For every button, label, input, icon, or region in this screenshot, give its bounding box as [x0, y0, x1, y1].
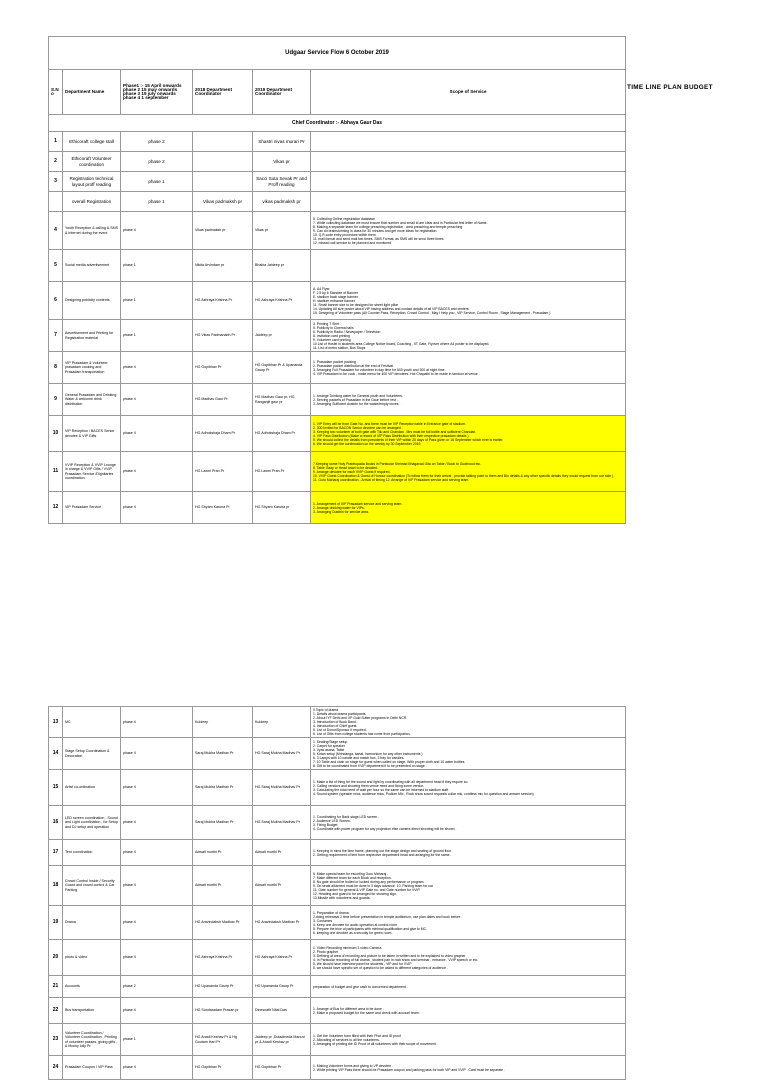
table-row	[49, 172, 626, 192]
table-row	[49, 906, 626, 940]
table-row	[49, 320, 626, 352]
scope-of-service: 1. Make a list of thing for the sound and light by coordinating with all department head if they require so. 2. Calling vendors and showing them venue need and fixing some vendor. 3. Calculating the total need of watt per hour so the same can be informed to stadium staff. 4. Sound system (speaker mics, audience mics, Podium Mic , Rock show sound requests collar mic, cordless mic for question and answer session)	[311, 770, 626, 806]
phase: phase 4	[121, 212, 193, 250]
row-number: 21	[49, 976, 63, 998]
department-name: MC	[63, 707, 121, 738]
department-name: VIP Prasadam Service	[63, 492, 121, 524]
department-name: VVIP Reception & VVIP Lounge in charge & VVIP Gifts / VVIP Prasadam Service /Dignitaries coordination	[63, 452, 121, 492]
coordinator-2018: HG Shyam Karuna Pr	[193, 492, 253, 524]
coordinator-2019: HG Shyam Karuna pr	[253, 492, 311, 524]
row-number: 3	[49, 172, 63, 192]
department-name: Social media advertisement	[63, 250, 121, 282]
coordinator-2018: Adwait murthi Pr	[193, 840, 253, 866]
coordinator-2019: Vikas pr	[253, 152, 311, 172]
department-name: Stage Setup Coordination & Decoration	[63, 738, 121, 770]
phase: phase 1	[121, 282, 193, 320]
phase: phase 1	[121, 320, 193, 352]
row-number: 12	[49, 492, 63, 524]
coordinator-2018: Adwait murthi Pr	[193, 866, 253, 906]
scope-of-service	[311, 132, 626, 152]
department-name: photo & video	[63, 940, 121, 976]
row-number: 18	[49, 866, 63, 906]
coordinator-2019: HG Aravindaksh Madhav Pr	[253, 906, 311, 940]
department-name: Designing publicity contents	[63, 282, 121, 320]
table-row	[49, 806, 626, 840]
phase: phase 1	[121, 192, 193, 212]
table-row	[49, 282, 626, 320]
scope-of-service: 1. VIP Entry will be from Gate No. and there must be VIP Reception table in Entrance gate of stadium. 2. 300 Invited for BACON Senior devotee can be arranged . 3. Keeping two volunteer at both gate with Tilu and Chandan . Mrs must be full bottle and sufficient Chandan. 4. VIP Pass Distribution (Make a record of VIP Pass Distribution with their respective prasadam details ) 5. We should collect the details from presidents of their VIP within 20 days of Pass given or 16 September which ever is earlier. 6. We should get the confirmation on the weekly by 30 September 2019.	[311, 416, 626, 452]
row-number: 17	[49, 840, 63, 866]
phase: phase 4	[121, 738, 193, 770]
scope-of-service: 1. Making Volunteer forms and giving to VP devotee . 2. While printing VIP Pass there should be Prasadam coupon and parking pass for both VIP and VVIP . Card must be separate .	[311, 1056, 626, 1080]
table-row	[49, 452, 626, 492]
table-row	[49, 940, 626, 976]
phase: phase 1	[121, 1024, 193, 1056]
coordinator-2018: HG Anadi Keshav Pr & Hg Goutam Hari Pr	[193, 1024, 253, 1056]
row-number: 9	[49, 384, 63, 416]
phase: phase 4	[121, 998, 193, 1024]
table-row	[49, 1024, 626, 1056]
phase: phase 2	[121, 152, 193, 172]
scope-of-service	[311, 192, 626, 212]
department-name: General Prasadam and Drinking Water & welcome drink distribution	[63, 384, 121, 416]
phase: phase 4	[121, 770, 193, 806]
row-number: 15	[49, 770, 63, 806]
table-row	[49, 416, 626, 452]
scope-of-service: 7.Keeping some Holy Prabhupada Books in Particular Shrimad Bhagavad Gita on Table / Book to Gudthood etc. 8. Table Gaay or Head towel to be decided. 9. Arrange devotee for each VVIP Guest if required . 10. VVIP Guest Coordination & Guest of Honour coordination (To follow them for their arrival , provide talking point to them and Bio details & any other specific details they would request from our side ) 11. Guru Maharaj coordination - Arrival of timing 12. Arrange of VIP Prasadam service and serving team	[311, 452, 626, 492]
coordinator-2018: HG Upananda Gaurp Pr	[193, 976, 253, 998]
coordinator-2018: HG Adhokshaja Dham Pr	[193, 416, 253, 452]
table-row	[49, 738, 626, 770]
scope-of-service: 5. Collecting Online registration database 7. While collecting database we must ensure that number and email id are clear and in Particular first letter of Name. 8. Making a separate team for college preaching registration , area preaching and temple preaching 9. Can do brainstorming in class for 30 minutes and get more ideas for registration. 10. Q.R code entry procedure within them 11. mail format and send mail two times. SMS Format, as SMS will be send three times 12. missed call service to be planned and monitored	[311, 212, 626, 250]
row-number: 11	[49, 452, 63, 492]
phase: phase 4	[121, 416, 193, 452]
header-phase: Phase1 :- 15 April onwards phase 2 15 may onwards phase 3 15 july onwards phase 4 1 september	[121, 70, 193, 115]
table-row	[49, 212, 626, 250]
row-number: 20	[49, 940, 63, 976]
table-row	[49, 152, 626, 172]
phase: phase 1	[121, 250, 193, 282]
coordinator-2018: Saraj Mukha Madhav Pr	[193, 738, 253, 770]
row-number: 7	[49, 320, 63, 352]
coordinator-2019: HG Ashraya Krishna Pr	[253, 940, 311, 976]
coordinator-2019: vikas padmaksh pr	[253, 192, 311, 212]
phase: phase 4	[121, 707, 193, 738]
sheet-title: Udgaar Service Flow 6 October 2019	[49, 37, 626, 70]
coordinator-2018: Kuldeep	[193, 707, 253, 738]
department-name: overall Registration	[63, 192, 121, 212]
coordinator-2018: Vikas padmaksh pr	[193, 192, 253, 212]
scope-of-service: 1. Seating/Stage setup 2. Carpet for speaker 3. Vyas asana, Table 5. Kirtan setup (Mrindanga, kartal, harmonium for any other instruments ) 6. 3 Lamps with 10 candle and match box, 3 tray for candles. 7. 10 Table and chair on stage for guest when called on stage. With proper cloth and 10 water bottles. 8. Gift to be coordinated from VVIP department if to be presented on stage .	[311, 738, 626, 770]
table-row	[49, 352, 626, 384]
header-sno: S.No	[49, 70, 63, 115]
coordinator-2018: HG Gopibhav Pr	[193, 1056, 253, 1080]
coordinator-2019: Bhakta Jaideep pr	[253, 250, 311, 282]
table-row	[49, 998, 626, 1024]
scope-of-service: 1. Preparation of drama. 2.doing rehearsal 2 time before presentation in temple auditorium, use plan dates and book before . 3. Costumes 4. Keep one devotee for audio operation at control room 5. Prepare the trice of participants with minimal qualification and give to MC. 6. keeping one devotee as a security for green room .	[311, 906, 626, 940]
scope-of-service: 1. Arrange of Bus for different area to be done . 2. Make a proposed budget for the same and check with account team.	[311, 998, 626, 1024]
table-row	[49, 770, 626, 806]
row-number: 5	[49, 250, 63, 282]
coordinator-2019: Adwait murthi Pr	[253, 840, 311, 866]
scope-of-service	[311, 152, 626, 172]
scope-of-service: 1. Get the Volunteer form filled with their Phot and ID proof 2. Allocating of services to all the volunteers. 3. Arranging of printing the ID Proof of all volunteers with their scope of movement .	[311, 1024, 626, 1056]
table-row	[49, 840, 626, 866]
coordinator-2019: Sacci Suta Sevak Pr and Proff reading	[253, 172, 311, 192]
row-number: 2	[49, 152, 63, 172]
coordinator-2019: Dinesnath Nitai Das	[253, 998, 311, 1024]
department-name: Tent coordination	[63, 840, 121, 866]
department-name: Registration technical layout proff reading	[63, 172, 121, 192]
coordinator-2019: HG Ashraya Krishna Pr	[253, 282, 311, 320]
table-row	[49, 492, 626, 524]
coordinator-2019: Adwait murthi Pr	[253, 866, 311, 906]
row-number: 16	[49, 806, 63, 840]
department-name: Advertisement and Printing for Registration material	[63, 320, 121, 352]
coordinator-2019: Kuldeep	[253, 707, 311, 738]
coordinator-2019: HG Saraj Mukha Madhav Pr	[253, 806, 311, 840]
department-name: Ethicoraft college stall	[63, 132, 121, 152]
table-row	[49, 384, 626, 416]
table-row	[49, 250, 626, 282]
row-number: 22	[49, 998, 63, 1024]
phase: phase 4	[121, 1056, 193, 1080]
scope-of-service: 0.Topic of drama 1. Details about drama participants. 2. About IYF Delhi and VP Gold Sutter programs in Delhi NCR. 3. Introduction of Book Band. 4. Introduction of Chief guest. 5. List of Donor/Sponsor if required. 6. List of Gifts from college students has come from participation.	[311, 707, 626, 738]
table-row	[49, 976, 626, 998]
phase: phase 2	[121, 132, 193, 152]
phase: phase 2	[121, 976, 193, 998]
coordinator-2018: HG Ashraya Krishna Pr	[193, 940, 253, 976]
coordinator-2018	[193, 152, 253, 172]
coordinator-2019: Vikas pr	[253, 212, 311, 250]
scope-of-service: 1. Keeping in mind the time frame, planning out the stage design and seating of ground floor. 2. Getting requirement of tent from respective department head and arranging for the same.	[311, 840, 626, 866]
department-name: Prasadam Coupon / VIP Pass	[63, 1056, 121, 1080]
row-number: 23	[49, 1024, 63, 1056]
phase: phase 4	[121, 940, 193, 976]
department-name: Accounts	[63, 976, 121, 998]
department-name: VIP Prasadam & Volunteer prasadam cooking and Prasadam transportation	[63, 352, 121, 384]
phase: phase 4	[121, 452, 193, 492]
coordinator-2018: Nikita Arvindam pr	[193, 250, 253, 282]
coordinator-2019: HG Saraj Mukha Madhav Pr	[253, 738, 311, 770]
service-flow-table	[48, 36, 626, 524]
row-number: 4	[49, 212, 63, 250]
coordinator-2018: Saraj Mukha Madhav Pr	[193, 770, 253, 806]
coordinator-2018: HG Gopibhav Pr	[193, 352, 253, 384]
coordinator-2018: Saraj Mukha Madhav Pr	[193, 806, 253, 840]
row-number: 24	[49, 1056, 63, 1080]
row-number: 10	[49, 416, 63, 452]
phase: phase 4	[121, 866, 193, 906]
coordinator-2018: HG Aravindaksh Madhav Pr	[193, 906, 253, 940]
header-scope: Scope of Service	[311, 70, 626, 115]
scope-of-service: 1. Arrange Drinking water for General youth and Volunteers. 2. Serving packets of Prasadam in the Gaur before rest . 3. Arranging Sufficient dustbin for the waste/empty boxes .	[311, 384, 626, 416]
department-name: Crowd Control Inside / Security Guard and crowd control & Car Parking	[63, 866, 121, 906]
phase: phase 4	[121, 352, 193, 384]
row-number: 14	[49, 738, 63, 770]
scope-of-service	[311, 172, 626, 192]
department-name: Youth Reception & calling & SMS & Internet during the event	[63, 212, 121, 250]
coordinator-2019: HG Upananda Gaurp Pr	[253, 976, 311, 998]
coordinator-2018: HG Laxmi Pran Pr	[193, 452, 253, 492]
department-name: Drama	[63, 906, 121, 940]
coordinator-2018: HG Sundaradam Prasan pr	[193, 998, 253, 1024]
coordinator-2018: HG Madhav Gaur Pr	[193, 384, 253, 416]
department-name: LED screen coordination , Sound and Light coordination , for Setup and DJ setup and operation	[63, 806, 121, 840]
coordinator-2019: Shastri nivas murari Pr	[253, 132, 311, 152]
scope-of-service: preparation of budget and give cash to concerned department .	[311, 976, 626, 998]
phase: phase 4	[121, 906, 193, 940]
header-2018-coordinator: 2018 Department Coordinator	[193, 70, 253, 115]
row-number: 6	[49, 282, 63, 320]
phase: phase 4	[121, 840, 193, 866]
department-name: VIP Reception / BACES Senior devotee & VIP Gifts	[63, 416, 121, 452]
coordinator-2018: HG Ashraya Krishna Pr	[193, 282, 253, 320]
row-number: 8	[49, 352, 63, 384]
row-number: 1	[49, 132, 63, 152]
phase: phase 4	[121, 492, 193, 524]
scope-of-service: 1. Video Recording minimum 3 video Camera 2. Photo grapher 3. Defining of area of recording and picture to be taken in written and to be explained to video grapher 4. In Particular recording of full drama , student pair in rock show and seminar , entrance , VVIP speech or etc. 5. We should have interview panel for students , VIP and for VVIP 6. we should have specific set of question to be asked to different categories of audience .	[311, 940, 626, 976]
table-row	[49, 866, 626, 906]
header-department: Department Name	[63, 70, 121, 115]
header-2019-coordinator: 2019 Department Coordinator	[253, 70, 311, 115]
department-name: Ethicoraft Volunteer coordination	[63, 152, 121, 172]
coordinator-2019: Jaideep pr ,Dutadmeda Manuvi pr & Anadi Keshav pr	[253, 1024, 311, 1056]
coordinator-2019: HG Gopibhav Pr & Upananda Gaurp Pr	[253, 352, 311, 384]
table-row	[49, 1056, 626, 1080]
coordinator-2018	[193, 132, 253, 152]
coordinator-2019: HG Adhokshaja Dham Pr	[253, 416, 311, 452]
coordinator-2019: HG Saraj Mukha Madhav Pr	[253, 770, 311, 806]
phase: phase 4	[121, 806, 193, 840]
row-number: 19	[49, 906, 63, 940]
scope-of-service: 1. Coordinating for Back stage LED screen . 2. Audience LED Screen. 3. Fixing Budget 4. Coordinate with power program for any projection else camera direct shooting will be shown .	[311, 806, 626, 840]
scope-of-service: 1. Arrangement of VIP Prasadam service and serving team . 2. Arrange drinking water for VIPs. 3. Arranging Dustbin for service area.	[311, 492, 626, 524]
department-name: Bus transportation	[63, 998, 121, 1024]
coordinator-2018: Vikas padmaksh pr	[193, 212, 253, 250]
table-row	[49, 707, 626, 738]
scope-of-service: A. A4 Flyer F. 2.5 by 6 Standee of Banner E. stadium back stage banner H. stadium entrance banner 11. Small banner size to be designed for street light pillar 14. Updating All size poster about VIP having address and contact details of all VIP BACES and centers. 15. Designing of Volunteer pass (All Counter Pass, Reception, Crowd Control , May I Help you , VIP Service, Control Room , Stage Management , Prasadam )	[311, 282, 626, 320]
phase: phase 4	[121, 384, 193, 416]
scope-of-service: 1. Prasadam packet packing 2. Prasadam packet distribution at the end of Festival. 3. Arranging Full Prasadam for volunteer in day time for 500 youth and 300 at night time . 4. VIP Prasadam to be cook , make menu for 400 VIP devotees. Hot Chapathi to be made in tandoor at venue .	[311, 352, 626, 384]
chief-coordinator: Chief Coordinator :- Abhaya Gaur Das	[49, 115, 626, 132]
scope-of-service: 3. Printing T Shirt . 5. Publicity in Cinema halls 6. Publicity in Radio / Newspaper / Television 8. Invitation card printing 9. Volunteer card printing 10.List of Hostel in students area College Notice board, Coaching , IIT Gate, Flyover where A4 poster to be displayed. 11. List of metro station, Bus Stops	[311, 320, 626, 352]
department-name: Volunteer Coordination / Volunteer Coordination , Printing of volunteer passes, giving gifts , & Mocky lolly Pr.	[63, 1024, 121, 1056]
coordinator-2019: HG Laxmi Pran Pr	[253, 452, 311, 492]
coordinator-2018	[193, 172, 253, 192]
table-row	[49, 192, 626, 212]
coordinator-2019: HG Madhav Gaur pr, HG Ranganjit gaur pr	[253, 384, 311, 416]
row-number	[49, 192, 63, 212]
table-row	[49, 132, 626, 152]
department-name: Artist co-ordination	[63, 770, 121, 806]
coordinator-2018: HG Vikas Padmanabh Pr	[193, 320, 253, 352]
coordinator-2019: HG Gopibhav Pr	[253, 1056, 311, 1080]
phase: phase 1	[121, 172, 193, 192]
header-row	[49, 70, 626, 115]
scope-of-service	[311, 250, 626, 282]
coordinator-2019: Jaideep pr	[253, 320, 311, 352]
scope-of-service: 6. Make special team for escorting Guru Maharaj . 7. Make different team for each Block and reception. 8. No gate should be bolted or locked during any performance or program. 9. On seats allotment must be done in 3 days advance. 10. Parking team for car 11. Gate number for general & VIP Gate no. and Gate number for VVIP. 12. Heading and guard to be arranged for showing sign. 13.Missile with volunteers and guards.	[311, 866, 626, 906]
row-number: 13	[49, 707, 63, 738]
side-title: TIME LINE PLAN BUDGET	[627, 84, 713, 91]
